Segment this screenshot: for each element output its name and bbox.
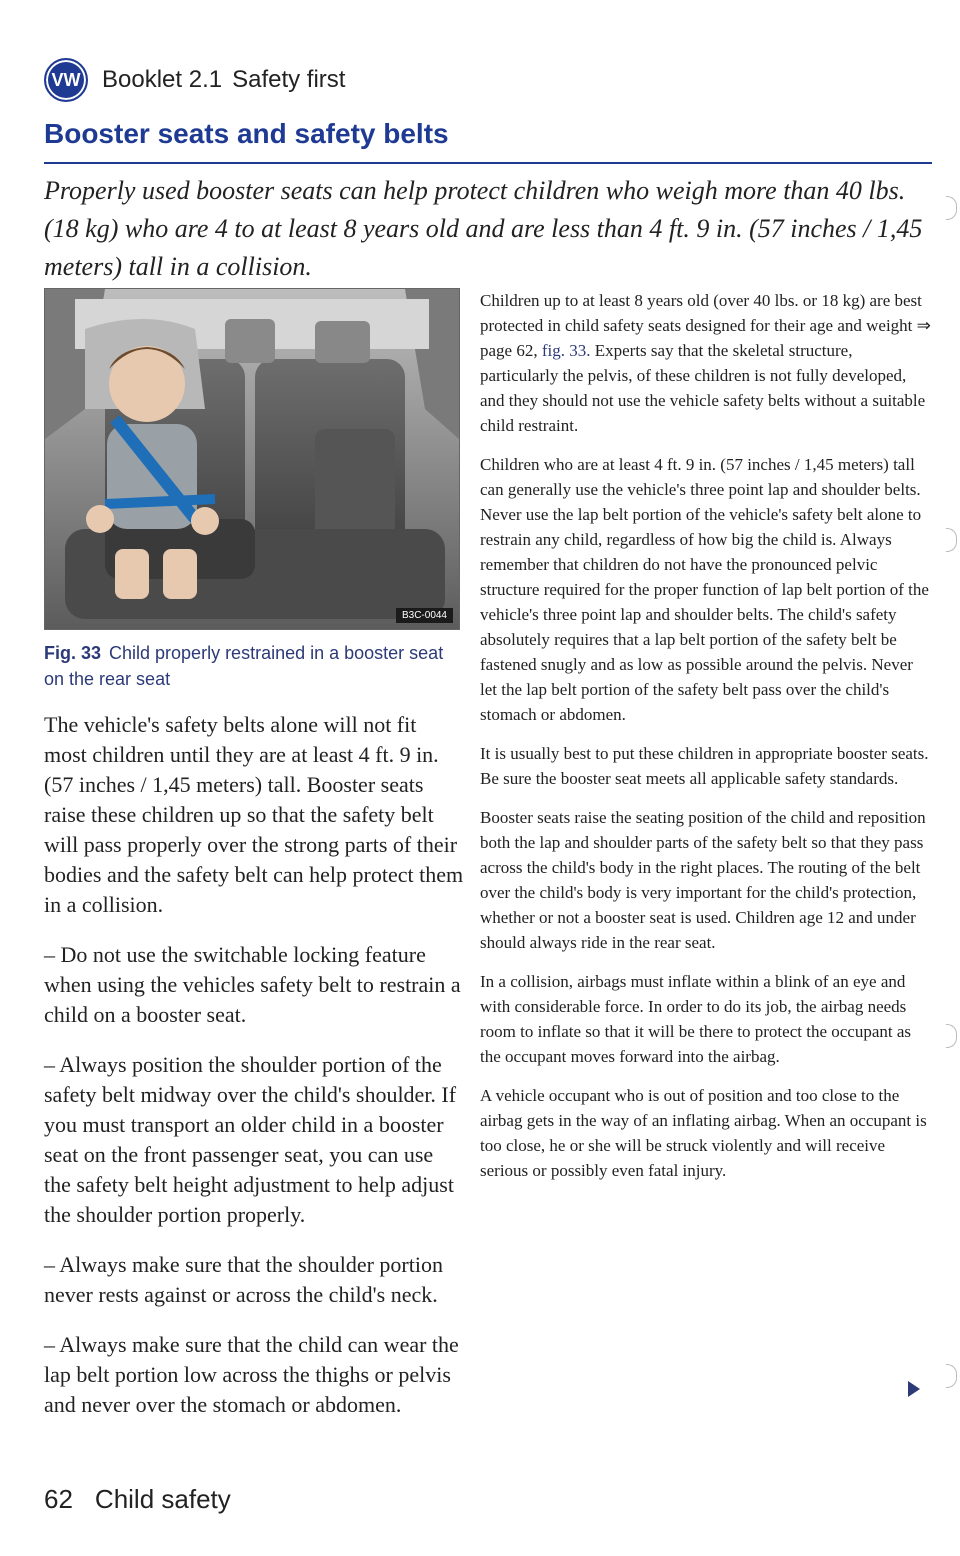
title-divider: [44, 162, 932, 164]
figure-number: Fig. 33: [44, 643, 102, 663]
bullet-item: – Do not use the switchable locking feature when using the vehicles safety belt to restrain a child on a booster seat.: [44, 942, 461, 1027]
right-paragraph: A vehicle occupant who is out of position and too close to the airbag gets in the way of an inflating airbag. When an occupant is too close, he or she will be struck violently and will receive serious or possibly even fatal injury.: [480, 1086, 927, 1180]
figure-caption-text: Child properly restrained in a booster seat on the rear seat: [44, 643, 444, 689]
right-paragraph: Booster seats raise the seating position of the child and reposition both the lap and shoulder parts of the safety belt so that they pass across the child's body in the right places. The routing of the belt over the child's body is very important for the child's protection, whether or not a booster seat is used. Children age 12 and under should always ride in the rear seat.: [480, 808, 926, 952]
page-number: 62: [44, 1484, 73, 1514]
right-column: [480, 288, 932, 1197]
bullet-item: – Always make sure that the shoulder portion never rests against or across the child's neck.: [44, 1252, 443, 1307]
booklet-label: Booklet 2.1: [102, 66, 223, 93]
margin-tab-icon: [946, 528, 957, 552]
figure-photo: [44, 288, 460, 630]
right-paragraph: In a collision, airbags must inflate within a blink of an eye and with considerable force. In order to do its job, the airbag needs room to inflate so that it will be there to protect the occupant as the occupant moves forward into the airbag.: [480, 972, 912, 1066]
right-paragraph-part: Experts say that the skeletal structure, particularly the pelvis, of these children is not fully developed, and they should not use the vehicle safety belts without a suitable child restraint.: [480, 341, 926, 435]
left-paragraph: The vehicle's safety belts alone will not fit most children until they are at least 4 ft. 9 in. (57 inches / 1,45 meters) tall. Booster seats raise these children up so that the safety belt will pass properly over the strong parts of their bodies and the safety belt can help protect them in a collision.: [44, 712, 464, 917]
figure-caption: [44, 640, 464, 692]
bullet-item: – Always position the shoulder portion of the safety belt midway over the child's shoulder. If you must transport an older child in a booster seat on the front passenger seat, you can use the safety belt height adjustment to help adjust the shoulder portion properly.: [44, 1052, 457, 1227]
right-paragraph: [480, 288, 932, 438]
continue-arrow-icon: [908, 1381, 920, 1397]
margin-tab-icon: [946, 1024, 957, 1048]
chapter-label: Safety first: [232, 66, 346, 93]
bullet-item: – Always make sure that the child can wear the lap belt portion low across the thighs or pelvis and never over the stomach or abdomen.: [44, 1332, 459, 1417]
right-paragraph: Children who are at least 4 ft. 9 in. (57 inches / 1,45 meters) tall can generally use the vehicle's three point lap and shoulder belts. Never use the lap belt portion of the vehicle's safety belt alone to restrain any child, regardless of how big the child is. Always remember that children do not have the pronounced pelvic structure required for the proper function of lap belt portion of the vehicle's three point lap and shoulder belts. The child's safety absolutely requires that a lap belt portion of the safety belt be fastened snugly and as low as possible around the pelvis. Never let the lap belt portion of the safety belt pass over the child's stomach or abdomen.: [480, 455, 929, 724]
booster-seat-illustration: [45, 289, 459, 629]
page-footer: [44, 1484, 231, 1515]
intro-paragraph: Properly used booster seats can help protect children who weigh more than 40 lbs. (18 kg) who are 4 to at least 8 years old and are less than 4 ft. 9 in. (57 inches / 1,45 meters) tall in a collision.: [44, 176, 923, 281]
brand-logo: VW: [44, 58, 88, 102]
figure-code: B3C-0044: [396, 608, 453, 623]
margin-tab-icon: [946, 1364, 957, 1388]
footer-section: Child safety: [94, 1484, 231, 1514]
figure-reference-link[interactable]: fig. 33.: [541, 341, 591, 360]
right-paragraph-part: Children up to at least 8 years old (over 40 lbs. or 18 kg) are best protected in child safety seats designed for their age and weight ⇒ page 62,: [480, 291, 931, 360]
left-column: [44, 710, 464, 1440]
header-text: [102, 66, 345, 94]
right-paragraph: It is usually best to put these children in appropriate booster seats. Be sure the booster seat meets all applicable safety standards.: [480, 744, 929, 788]
page-header: [44, 58, 345, 102]
margin-tab-icon: [946, 196, 957, 220]
section-title: Booster seats and safety belts: [44, 118, 449, 149]
